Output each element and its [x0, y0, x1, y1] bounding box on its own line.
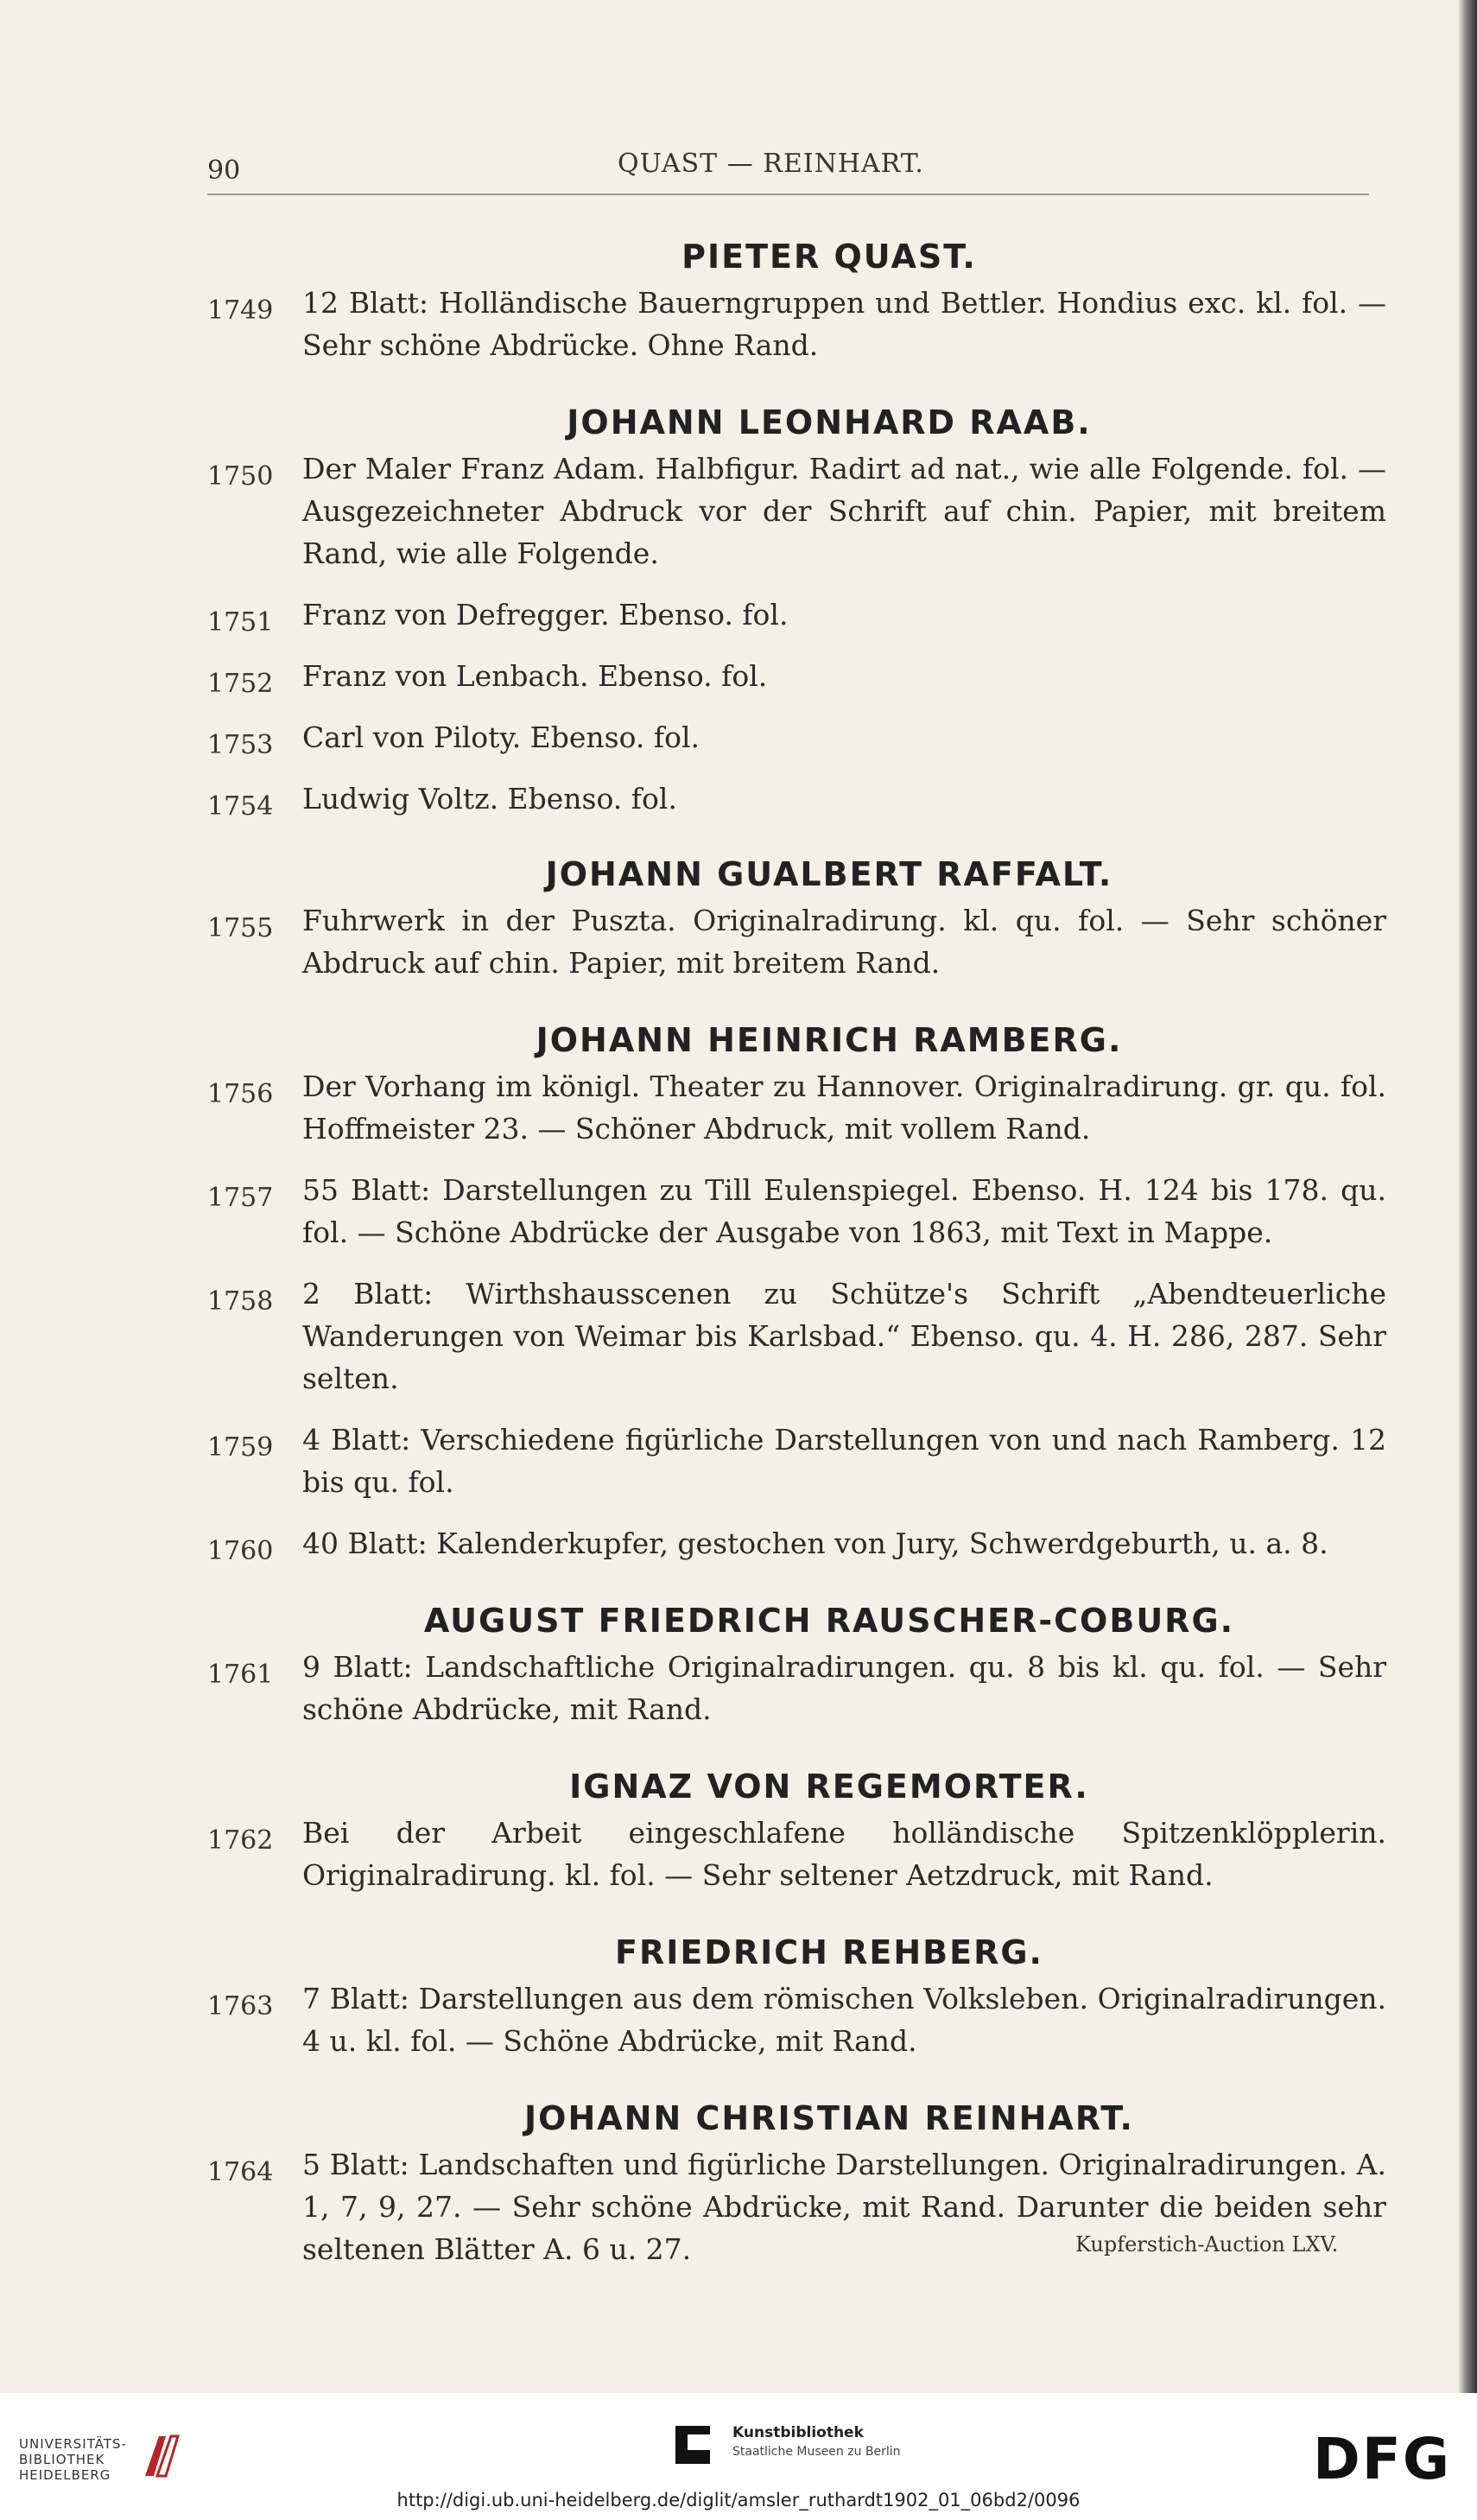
kunstbibliothek-title: Kunstbibliothek [732, 2424, 864, 2441]
catalog-entry [207, 1065, 1391, 1150]
artist-heading: IGNAZ VON REGEMORTER. [569, 1768, 1089, 1806]
entry-text: 2 Blatt: Wirthshausscenen zu Schütze's Schrift „Abendteuerliche Wanderungen von Weimar bis Karlsbad.“ Ebenso. qu. 4. H. 286, 287. Sehr selten. [302, 1277, 1386, 1395]
kunstbibliothek-subtitle: Staatliche Museen zu Berlin [732, 2445, 901, 2459]
entry-number: 1763 [207, 1991, 274, 2022]
catalog-entry [207, 594, 1391, 636]
catalog-content [207, 232, 1391, 2270]
university-logo-line: HEIDELBERG [19, 2467, 111, 2483]
catalog-entry [207, 1977, 1391, 2062]
kunstbibliothek-logo-icon [675, 2426, 710, 2464]
entry-number: 1750 [207, 461, 274, 492]
entry-number: 1755 [207, 913, 274, 943]
catalog-entry [207, 655, 1391, 697]
entry-text: 40 Blatt: Kalenderkupfer, gestochen von Jury, Schwerdgeburth, u. a. 8. [302, 1527, 1328, 1560]
entry-number: 1762 [207, 1825, 274, 1856]
catalog-entry [207, 778, 1391, 820]
entry-text: Der Vorhang im königl. Theater zu Hannover. Originalradirung. gr. qu. fol. Hoffmeister 23. — Schöner Abdruck, mit vollem Rand. [302, 1070, 1386, 1146]
running-head: QUAST — REINHART. [618, 149, 924, 179]
entry-number: 1761 [207, 1660, 274, 1690]
entry-text: 9 Blatt: Landschaftliche Originalradirungen. qu. 8 bis kl. qu. fol. — Sehr schöne Abdrücke, mit Rand. [302, 1650, 1386, 1726]
catalog-entry [207, 716, 1391, 759]
entry-text: Der Maler Franz Adam. Halbfigur. Radirt ad nat., wie alle Folgende. fol. — Ausgezeichneter Abdruck vor der Schrift auf chin. Papier, mit breitem Rand, wie alle Folgende. [302, 452, 1386, 570]
artist-heading: PIETER QUAST. [681, 238, 977, 276]
catalog-entry [207, 1522, 1391, 1565]
entry-number: 1749 [207, 295, 274, 326]
entry-text: Franz von Lenbach. Ebenso. fol. [302, 659, 768, 693]
entry-number: 1758 [207, 1286, 274, 1317]
catalog-entry [207, 1273, 1391, 1400]
entry-text: Fuhrwerk in der Puszta. Originalradirung. kl. qu. fol. — Sehr schöner Abdruck auf chin. Papier, mit breitem Rand. [302, 904, 1386, 980]
entry-number: 1757 [207, 1183, 274, 1213]
page-number: 90 [207, 156, 241, 186]
entry-text: Franz von Defregger. Ebenso. fol. [302, 598, 789, 632]
entry-number: 1756 [207, 1079, 274, 1109]
footer-note: Kupferstich-Auction LXV. [1075, 2232, 1339, 2257]
catalog-entry [207, 282, 1391, 366]
catalog-entry [207, 1812, 1391, 1896]
entry-number: 1752 [207, 669, 274, 699]
entry-number: 1751 [207, 607, 274, 638]
entry-text: Carl von Piloty. Ebenso. fol. [302, 720, 700, 754]
artist-heading: JOHANN CHRISTIAN REINHART. [524, 2099, 1134, 2137]
page-edge-shadow [1458, 0, 1477, 2393]
entry-number: 1759 [207, 1432, 274, 1463]
artist-heading: JOHANN GUALBERT RAFFALT. [545, 855, 1113, 893]
entry-number: 1764 [207, 2157, 274, 2187]
artist-heading: JOHANN HEINRICH RAMBERG. [536, 1021, 1123, 1059]
source-url[interactable]: http://digi.ub.uni-heidelberg.de/diglit/amsler_ruthardt1902_01_06bd2/0096 [396, 2490, 1081, 2510]
entry-text: Bei der Arbeit eingeschlafene holländische Spitzenklöpplerin. Originalradirung. kl. fol. — Sehr seltener Aetzdruck, mit Rand. [302, 1816, 1386, 1892]
artist-heading: FRIEDRICH REHBERG. [614, 1933, 1043, 1971]
catalog-entry [207, 899, 1391, 984]
catalog-entry [207, 1169, 1391, 1254]
entry-number: 1754 [207, 791, 274, 822]
catalog-entry [207, 1419, 1391, 1503]
catalog-entry [207, 1646, 1391, 1730]
entry-text: 12 Blatt: Holländische Bauerngruppen und Bettler. Hondius exc. kl. fol. — Sehr schöne Abdrücke. Ohne Rand. [302, 286, 1386, 362]
entry-text: 7 Blatt: Darstellungen aus dem römischen Volksleben. Originalradirungen. 4 u. kl. fol. — Schöne Abdrücke, mit Rand. [302, 1982, 1386, 2058]
university-library-logo [19, 2436, 127, 2483]
university-emblem-icon [140, 2429, 181, 2481]
header-rule [207, 194, 1369, 195]
entry-text: Ludwig Voltz. Ebenso. fol. [302, 782, 677, 816]
artist-heading: JOHANN LEONHARD RAAB. [567, 403, 1092, 441]
university-logo-line: UNIVERSITÄTS- [19, 2436, 127, 2452]
entry-number: 1760 [207, 1536, 274, 1566]
page-header [207, 149, 1365, 200]
entry-text: 55 Blatt: Darstellungen zu Till Eulenspiegel. Ebenso. H. 124 bis 178. qu. fol. — Schöne Abdrücke der Ausgabe von 1863, mit Text in Mappe. [302, 1173, 1386, 1249]
entry-text: 4 Blatt: Verschiedene figürliche Darstellungen von und nach Ramberg. 12 bis qu. fol. [302, 1423, 1386, 1499]
entry-number: 1753 [207, 730, 274, 760]
dfg-logo: DFG [1313, 2426, 1452, 2492]
artist-heading: AUGUST FRIEDRICH RAUSCHER-COBURG. [423, 1602, 1235, 1640]
catalog-entry [207, 448, 1391, 574]
university-logo-line: BIBLIOTHEK [19, 2452, 105, 2467]
entry-text: 5 Blatt: Landschaften und figürliche Darstellungen. Originalradirungen. A. 1, 7, 9, 27. — Sehr schöne Abdrücke, mit Rand. Darunter die beiden sehr seltenen Blätter A. 6 u. 27. [302, 2148, 1386, 2266]
